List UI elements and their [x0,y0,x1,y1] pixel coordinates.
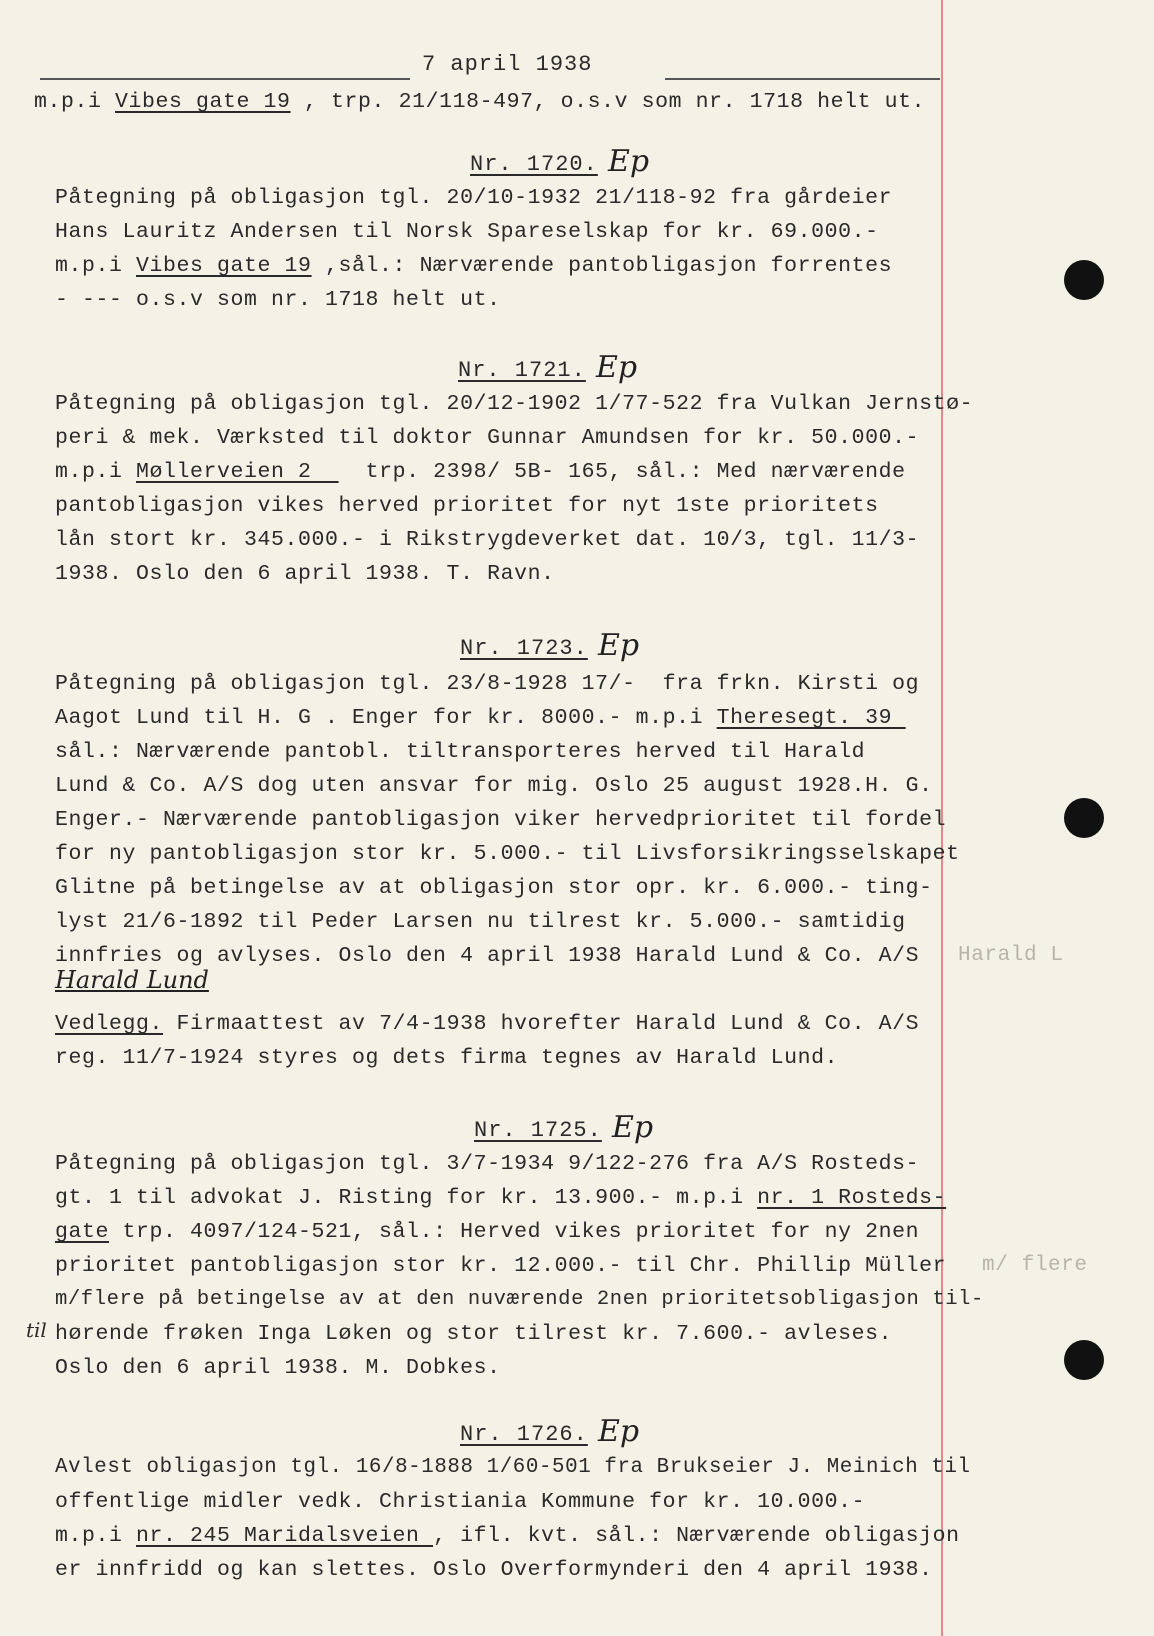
entry-1725-line: gate trp. 4097/124-521, sål.: Herved vikes prioritet for ny 2nen [55,1220,920,1244]
attachment-line: reg. 11/7-1924 styres og dets firma tegnes av Harald Lund. [55,1046,839,1070]
faint-bleed-text: Harald L [958,944,1064,967]
entry-1723-line: Lund & Co. A/S dog uten ansvar for mig. Oslo 25 august 1928.H. G. [55,774,933,798]
entry-1726-line: Avlest obligasjon tgl. 16/8-1888 1/60-501 fra Brukseier J. Meinich til [55,1456,971,1479]
entry-1725-line: prioritet pantobligasjon stor kr. 12.000.- til Chr. Phillip Müller [55,1254,947,1278]
entry-number-1725: Nr. 1725. [474,1118,602,1143]
faint-bleed-text: m/ flere [982,1254,1088,1277]
header-rule-left [40,78,410,80]
punch-hole-icon [1064,798,1104,838]
entry-1721-line: Påtegning på obligasjon tgl. 20/12-1902 1/77-522 fra Vulkan Jernstø- [55,392,974,416]
entry-1720-line: Påtegning på obligasjon tgl. 20/10-1932 21/118-92 fra gårdeier [55,186,893,210]
initials-1721: Ep [596,350,638,385]
entry-1720-line: - --- o.s.v som nr. 1718 helt ut. [55,288,501,312]
entry-1723-line: Påtegning på obligasjon tgl. 23/8-1928 17/- fra frkn. Kirsti og [55,672,920,696]
entry-1723-line: Aagot Lund til H. G . Enger for kr. 8000.- m.p.i Theresegt. 39 [55,706,906,730]
entry-1726-line: m.p.i nr. 245 Maridalsveien , ifl. kvt. sål.: Nærværende obligasjon [55,1524,960,1548]
header-rule-right [665,78,940,80]
entry-1723-line: Glitne på betingelse av at obligasjon stor opr. kr. 6.000.- ting- [55,876,933,900]
entry-1721-line: 1938. Oslo den 6 april 1938. T. Ravn. [55,562,555,586]
entry-1725-line: hørende frøken Inga Løken og stor tilrest kr. 7.600.- avleses. [55,1322,893,1346]
entry-1721-line: pantobligasjon vikes herved prioritet for nyt 1ste prioritets [55,494,879,518]
entry-number-1721: Nr. 1721. [458,358,586,383]
page-date: 7 april 1938 [422,52,593,77]
entry-1725-line: Oslo den 6 april 1938. M. Dobkes. [55,1356,501,1380]
handwritten-signature: Harald Lund [55,966,209,994]
initials-1723: Ep [598,628,640,663]
punch-hole-icon [1064,1340,1104,1380]
entry-1726-line: er innfridd og kan slettes. Oslo Overformynderi den 4 april 1938. [55,1558,933,1582]
initials-1726: Ep [598,1414,640,1449]
margin-note: til [26,1318,47,1342]
entry-1725-line: Påtegning på obligasjon tgl. 3/7-1934 9/122-276 fra A/S Rosteds- [55,1152,920,1176]
entry-1723-line: innfries og avlyses. Oslo den 4 april 1938 Harald Lund & Co. A/S [55,944,920,968]
initials-1720: Ep [608,144,650,179]
entry-1723-line: lyst 21/6-1892 til Peder Larsen nu tilrest kr. 5.000.- samtidig [55,910,906,934]
entry-1725-line: gt. 1 til advokat J. Risting for kr. 13.900.- m.p.i nr. 1 Rosteds- [55,1186,947,1210]
punch-hole-icon [1064,260,1104,300]
entry-1721-line: m.p.i Møllerveien 2 trp. 2398/ 5B- 165, sål.: Med nærværende [55,460,906,484]
entry-number-1726: Nr. 1726. [460,1422,588,1447]
entry-1720-line: Hans Lauritz Andersen til Norsk Spareselskap for kr. 69.000.- [55,220,879,244]
initials-1725: Ep [612,1110,654,1145]
entry-1723-line: for ny pantobligasjon stor kr. 5.000.- til Livsforsikringsselskapet [55,842,960,866]
entry-1720-line: m.p.i Vibes gate 19 ,sål.: Nærværende pantobligasjon forrentes [55,254,893,278]
attachment-line: Vedlegg. Firmaattest av 7/4-1938 hvorefter Harald Lund & Co. A/S [55,1012,920,1036]
entry-number-1720: Nr. 1720. [470,152,598,177]
continuation-line: m.p.i Vibes gate 19 , trp. 21/118-497, o.s.v som nr. 1718 helt ut. [34,90,926,114]
entry-1726-line: offentlige midler vedk. Christiania Kommune for kr. 10.000.- [55,1490,866,1514]
entry-number-1723: Nr. 1723. [460,636,588,661]
entry-1721-line: peri & mek. Værksted til doktor Gunnar Amundsen for kr. 50.000.- [55,426,920,450]
entry-1721-line: lån stort kr. 345.000.- i Rikstrygdeverket dat. 10/3, tgl. 11/3- [55,528,920,552]
entry-1723-line: sål.: Nærværende pantobl. tiltransporteres herved til Harald [55,740,866,764]
entry-1723-line: Enger.- Nærværende pantobligasjon viker hervedprioritet til fordel [55,808,947,832]
entry-1725-line: m/flere på betingelse av at den nuværende 2nen prioritetsobligasjon til- [55,1288,984,1311]
